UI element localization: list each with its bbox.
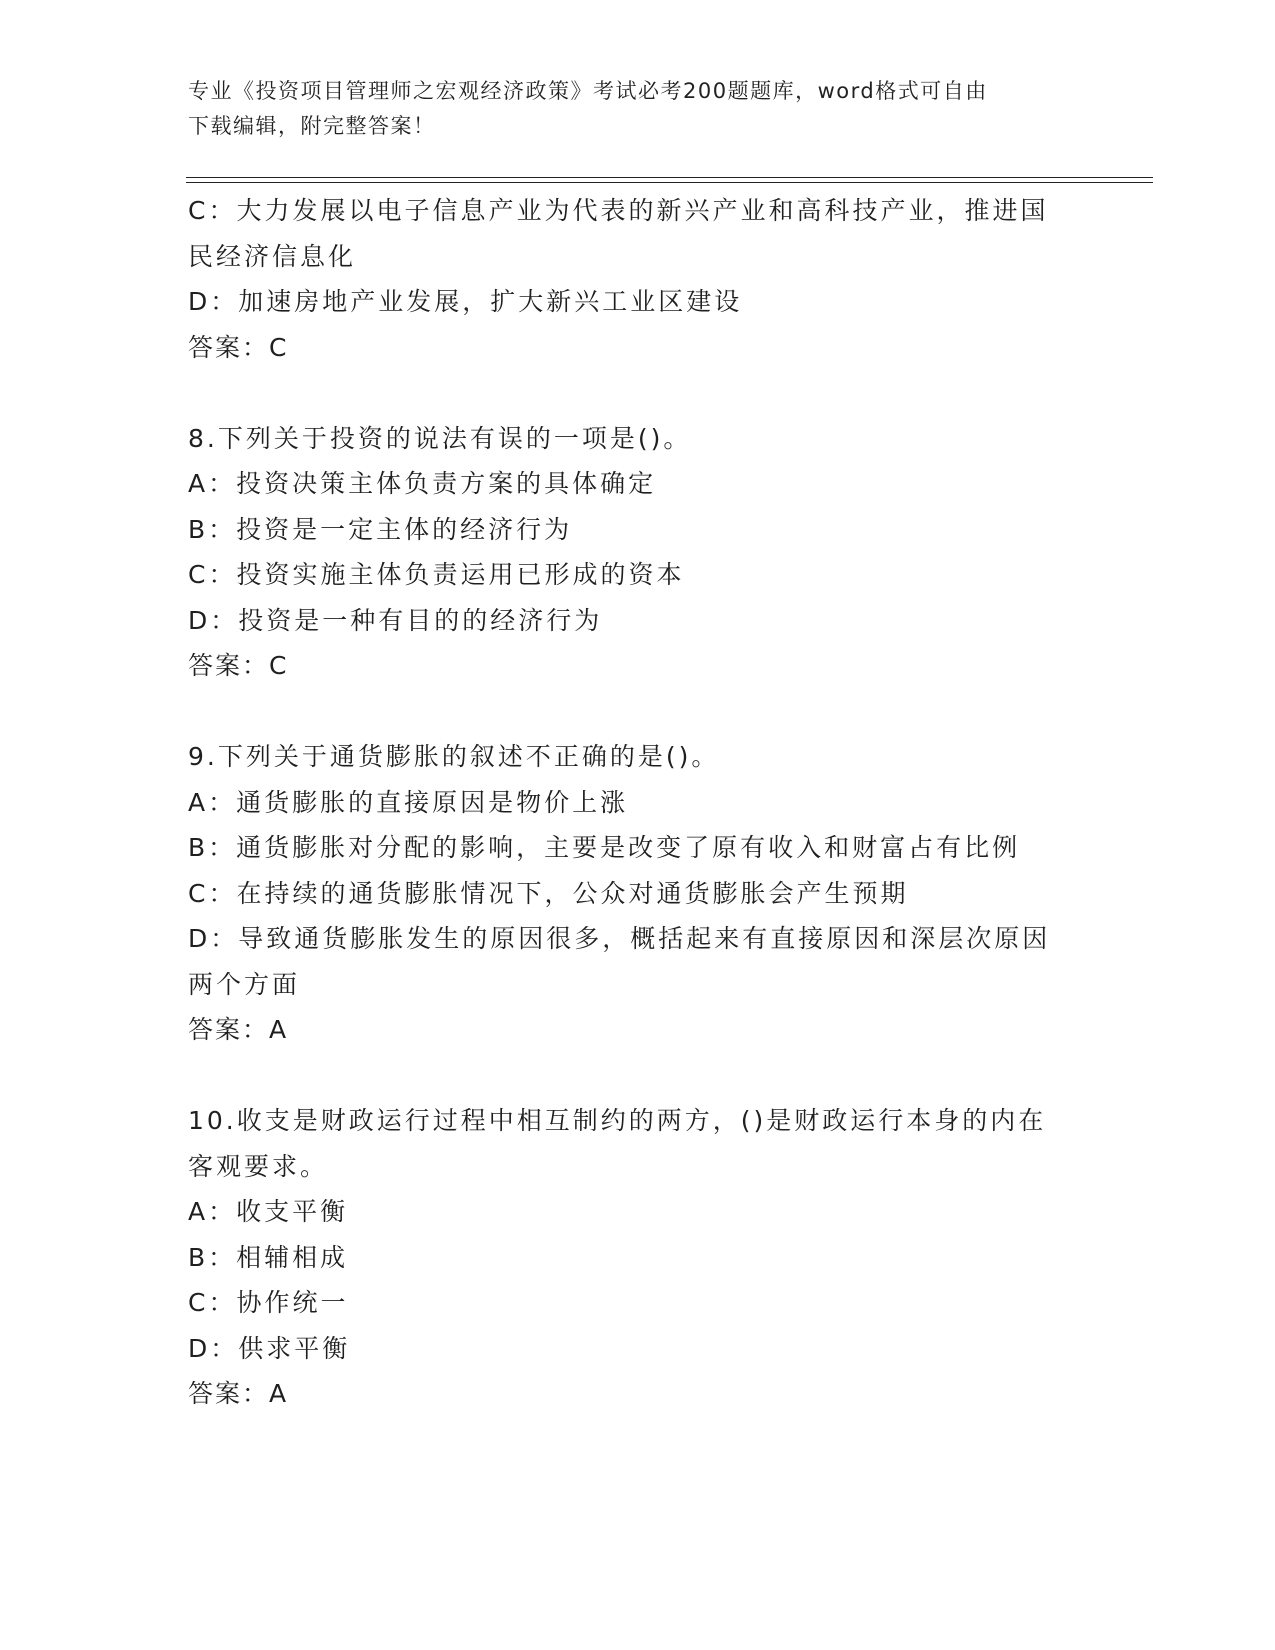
- option-c-line-2: 民经济信息化: [188, 241, 357, 271]
- option-d: D：供求平衡: [188, 1333, 351, 1363]
- option-c: C：在持续的通货膨胀情况下，公众对通货膨胀会产生预期: [188, 878, 909, 908]
- option-d: D：加速房地产业发展，扩大新兴工业区建设: [188, 287, 743, 316]
- question-content: [188, 188, 1088, 1417]
- option-b: B：相辅相成: [188, 1242, 349, 1272]
- question-stem-line-1: 10.收支是财政运行过程中相互制约的两方，()是财政运行本身的内在: [188, 1106, 1047, 1135]
- option-d-line-1: D：导致通货膨胀发生的原因很多，概括起来有直接原因和深层次原因: [188, 924, 1051, 953]
- question-10: [188, 1098, 1088, 1417]
- question-stem: 9.下列关于通货膨胀的叙述不正确的是()。: [188, 742, 720, 771]
- header-line-2: 下载编辑，附完整答案！: [188, 114, 436, 138]
- header-rule-bottom: [186, 182, 1153, 183]
- answer: 答案：C: [188, 332, 289, 362]
- option-a: A：投资决策主体负责方案的具体确定: [188, 469, 657, 498]
- prev-question-continuation: [188, 188, 1088, 370]
- header-rule-top: [186, 177, 1153, 178]
- option-c: C：协作统一: [188, 1288, 349, 1317]
- option-c: C：投资实施主体负责运用已形成的资本: [188, 560, 685, 589]
- document-header: [188, 74, 1068, 144]
- option-a: A：收支平衡: [188, 1197, 349, 1226]
- question-8: [188, 416, 1088, 689]
- header-line-1: 专业《投资项目管理师之宏观经济政策》考试必考200题题库，word格式可自由: [188, 79, 988, 103]
- spacer: [188, 370, 1088, 416]
- option-d: D：投资是一种有目的的经济行为: [188, 605, 603, 635]
- answer: 答案：A: [188, 1379, 289, 1408]
- option-c-line-1: C：大力发展以电子信息产业为代表的新兴产业和高科技产业，推进国: [188, 196, 1049, 225]
- question-stem: 8.下列关于投资的说法有误的一项是()。: [188, 423, 692, 453]
- answer: 答案：C: [188, 651, 289, 680]
- answer: 答案：A: [188, 1015, 289, 1044]
- spacer: [188, 689, 1088, 735]
- option-b: B：通货膨胀对分配的影响，主要是改变了原有收入和财富占有比例: [188, 833, 1021, 862]
- question-9: [188, 734, 1088, 1053]
- option-d-line-2: 两个方面: [188, 969, 301, 999]
- question-stem-line-2: 客观要求。: [188, 1151, 329, 1181]
- option-b: B：投资是一定主体的经济行为: [188, 514, 573, 544]
- option-a: A：通货膨胀的直接原因是物价上涨: [188, 787, 629, 817]
- spacer: [188, 1053, 1088, 1099]
